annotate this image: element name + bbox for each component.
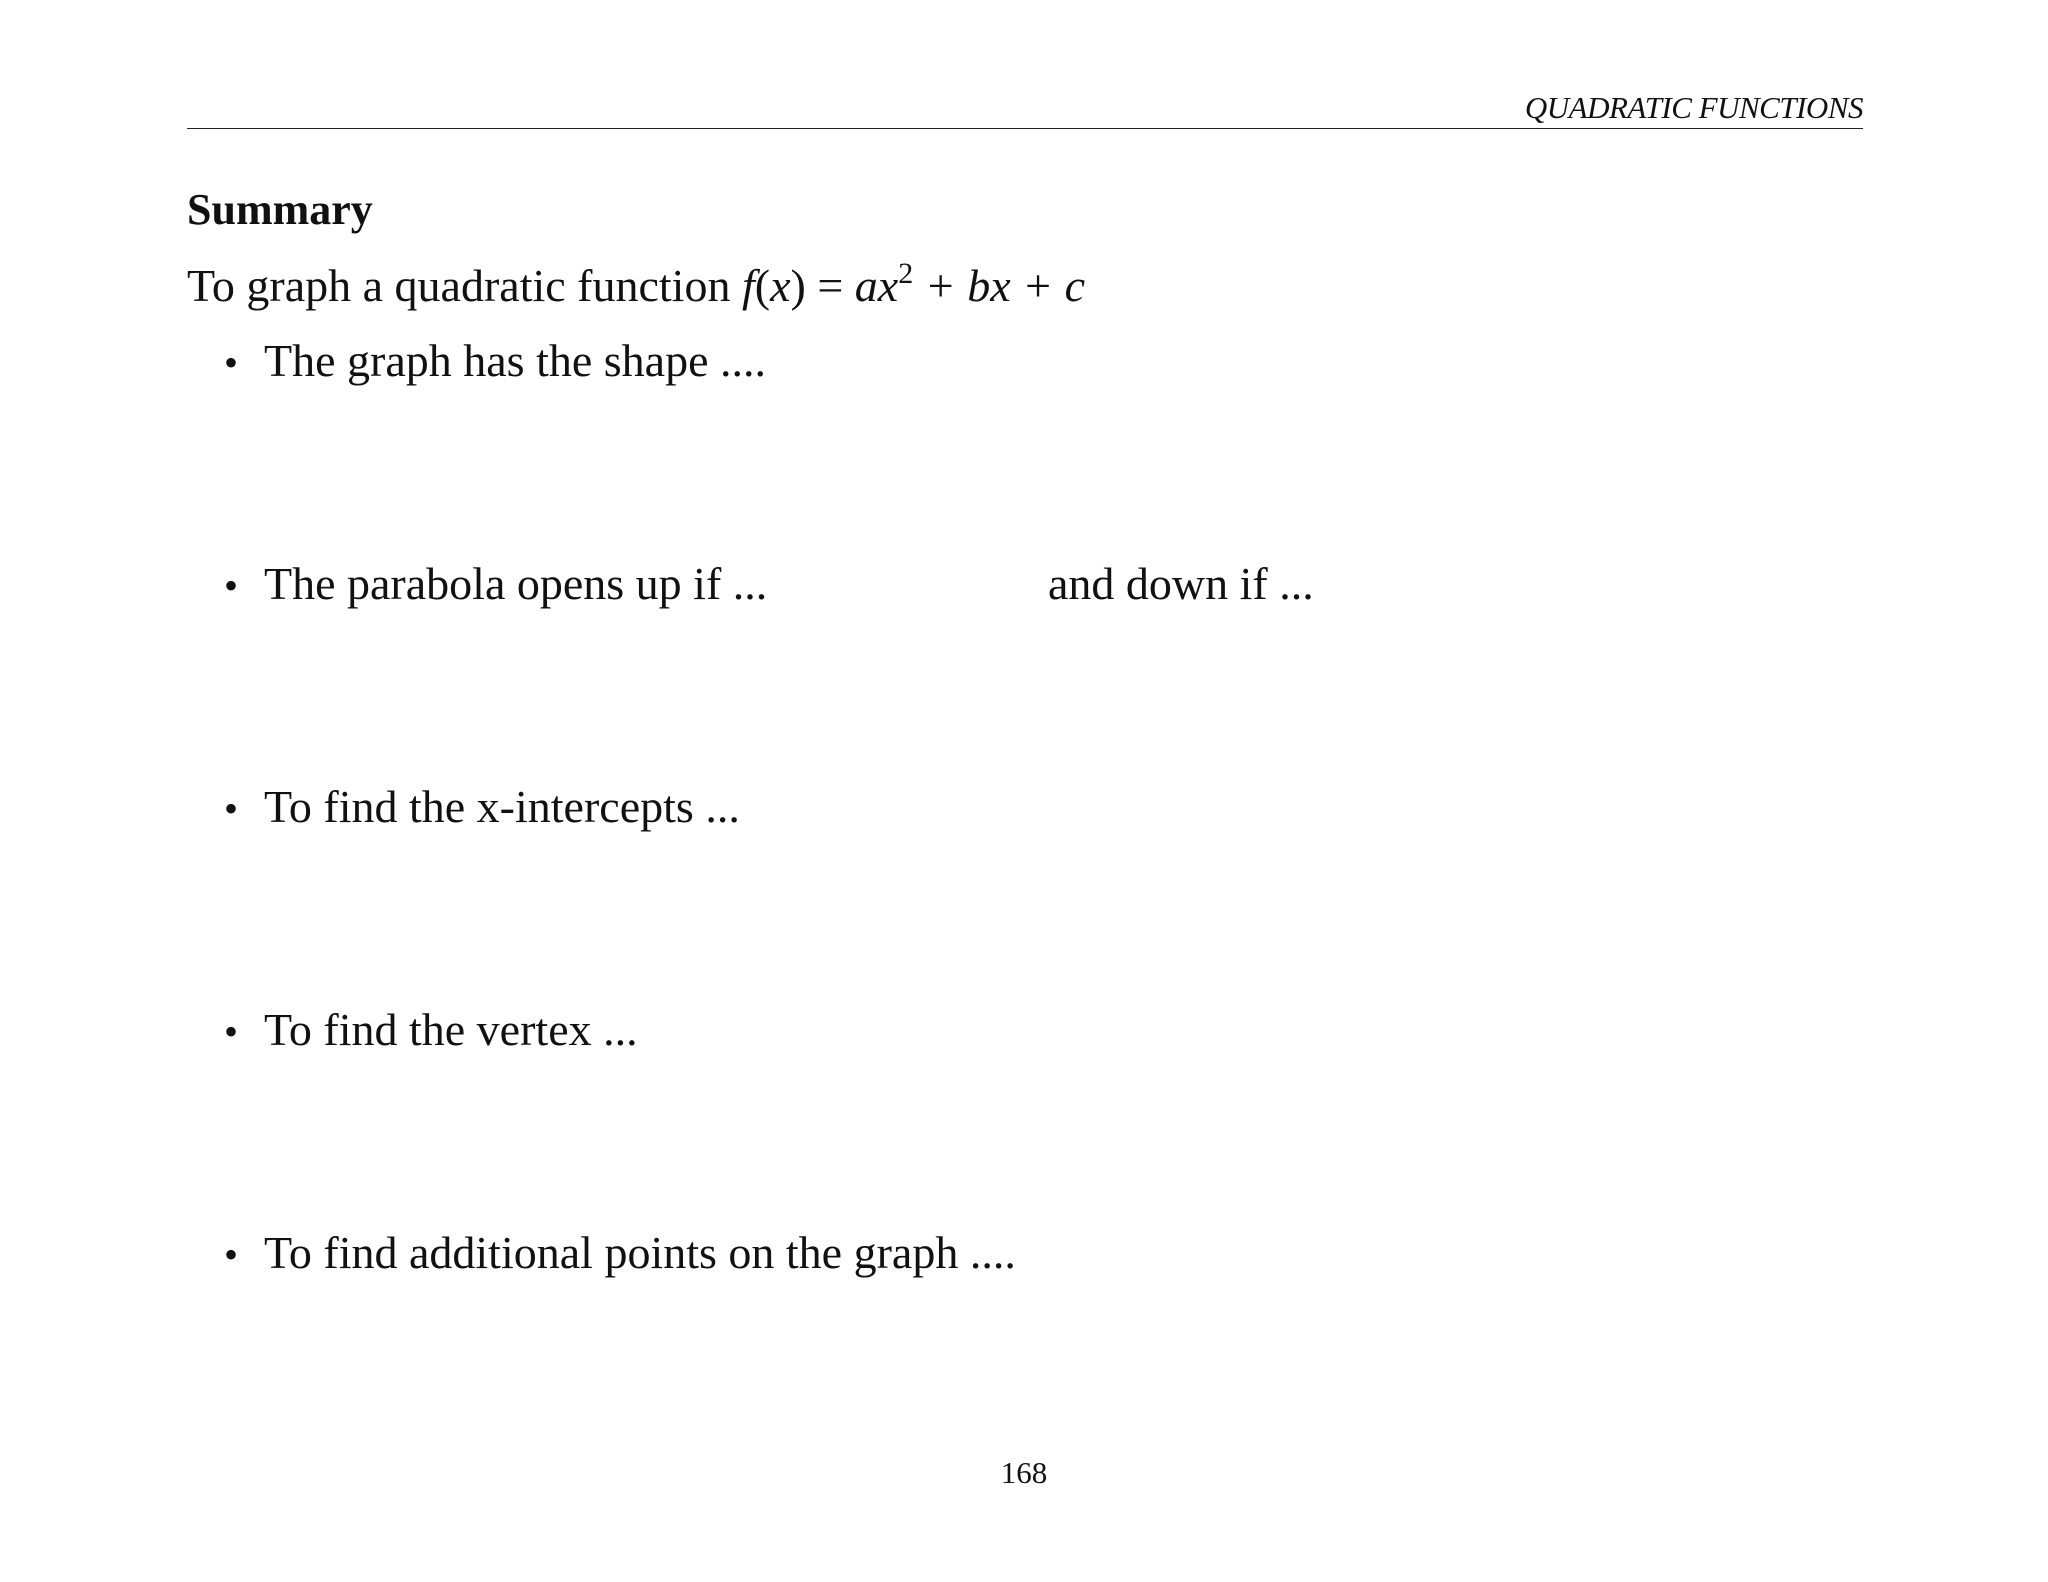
bullet-text: To find additional points on the graph .... <box>264 1227 1016 1278</box>
bullet-item-additional-points <box>224 1223 1016 1285</box>
bullet-item-shape <box>224 331 766 393</box>
bullet-icon: • <box>224 563 239 608</box>
formula-rest: + bx + c <box>913 260 1086 311</box>
running-header: QUADRATIC FUNCTIONS <box>1524 90 1863 125</box>
bullet-icon: • <box>224 1232 239 1277</box>
bullet-text-right: and down if ... <box>1048 558 1314 609</box>
formula-fname: f <box>741 260 755 311</box>
section-title: Summary <box>187 185 373 234</box>
formula-term1: ax <box>854 260 899 311</box>
bullet-text: To find the x-intercepts ... <box>264 781 740 832</box>
formula-exponent: 2 <box>898 257 914 290</box>
header-rule <box>187 128 1863 129</box>
bullet-item-vertex <box>224 1000 638 1062</box>
formula-close-eq: ) = <box>790 260 855 311</box>
bullet-icon: • <box>224 1009 239 1054</box>
bullet-text: To find the vertex ... <box>264 1004 638 1055</box>
intro-text: To graph a quadratic function <box>187 260 731 311</box>
page-number: 168 <box>1000 1455 1048 1490</box>
formula-open-paren: ( <box>754 260 771 311</box>
bullet-item-x-intercepts <box>224 777 740 839</box>
bullet-text: The parabola opens up if ... <box>264 558 768 609</box>
bullet-icon: • <box>224 340 239 385</box>
bullet-text: The graph has the shape .... <box>264 335 767 386</box>
intro-line <box>187 256 1085 322</box>
bullet-item-opens <box>224 554 767 616</box>
bullet-icon: • <box>224 786 239 831</box>
quadratic-formula <box>741 257 1086 311</box>
formula-var: x <box>770 260 791 311</box>
